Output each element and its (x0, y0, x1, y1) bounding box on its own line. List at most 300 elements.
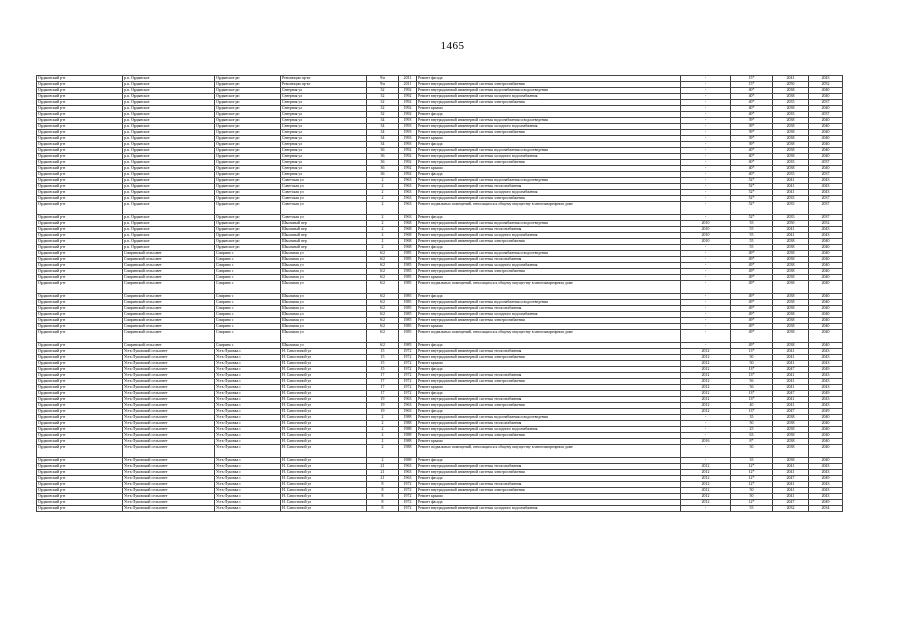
cell-area: - (681, 330, 731, 343)
cell-year_to: 2040 (809, 118, 843, 124)
cell-year_to: 2040 (809, 154, 843, 160)
cell-n: 55 (731, 506, 773, 512)
cell-area: - (681, 190, 731, 196)
cell-district: Орджонский р-н (37, 409, 123, 415)
cell-settlement: р.п. Ордынское (123, 190, 215, 196)
cell-area: 2012 (681, 488, 731, 494)
cell-street: Н. Савостиной ул (281, 397, 367, 403)
cell-n: 13* (731, 373, 773, 379)
cell-year_to: 2043 (809, 361, 843, 367)
cell-settlement: р.п. Ордынское (123, 160, 215, 166)
cell-n: 50 (731, 494, 773, 500)
cell-n: 49* (731, 281, 773, 294)
cell-area: 2012 (681, 373, 731, 379)
cell-settlement: р.п. Ордынское (123, 245, 215, 251)
cell-n: 49* (731, 257, 773, 263)
cell-house: 19 (367, 403, 399, 409)
cell-area: - (681, 166, 731, 172)
cell-locality: Спирино с (215, 306, 281, 312)
cell-area: - (681, 324, 731, 330)
cell-year_from: 2041 (773, 488, 809, 494)
cell-work: Ремонт крыши (417, 275, 681, 281)
cell-year_from: 2035 (773, 196, 809, 202)
cell-settlement: Усть-Луковский сельсовет (123, 367, 215, 373)
cell-year_to: 2040 (809, 239, 843, 245)
cell-locality: Усть-Луковка с (215, 415, 281, 421)
cell-year: 1968 (399, 221, 417, 227)
cell-year_from: 2038 (773, 324, 809, 330)
cell-work: Ремонт внутридомовой инженерной системы теплоснабжения (417, 184, 681, 190)
cell-year: 1992 (399, 100, 417, 106)
cell-year_from: 2041 (773, 76, 809, 82)
cell-year_from: 2047 (773, 391, 809, 397)
cell-year: 1993 (399, 118, 417, 124)
cell-year_to: 2043 (809, 385, 843, 391)
cell-year_from: 2047 (773, 476, 809, 482)
cell-locality: Ордынское рп (215, 202, 281, 215)
cell-area: 2012 (681, 385, 731, 391)
cell-year_from: 2035 (773, 172, 809, 178)
cell-street: Советская ул (281, 196, 367, 202)
cell-district: Орджонский р-н (37, 136, 123, 142)
cell-locality: Ордынское рп (215, 124, 281, 130)
cell-street: Советская ул (281, 190, 367, 196)
cell-area: 2010 (681, 221, 731, 227)
cell-locality: Ордынское рп (215, 148, 281, 154)
cell-year_to: 2040 (809, 269, 843, 275)
cell-year_to: 2040 (809, 312, 843, 318)
cell-house: 36 (367, 166, 399, 172)
cell-year_from: 2035 (773, 160, 809, 166)
cell-work: Ремонт крыши (417, 166, 681, 172)
cell-settlement: р.п. Ордынское (123, 76, 215, 82)
cell-work: Ремонт внутридомовой инженерной системы водоснабжения и водоотведения (417, 178, 681, 184)
cell-area: - (681, 76, 731, 82)
cell-house: 2 (367, 233, 399, 239)
cell-n: 55 (731, 233, 773, 239)
cell-n: 50 (731, 355, 773, 361)
cell-house: 6/2 (367, 300, 399, 306)
cell-settlement: Усть-Луковский сельсовет (123, 445, 215, 458)
cell-locality: Спирино с (215, 251, 281, 257)
cell-locality: Ордынское рп (215, 227, 281, 233)
cell-house: 2 (367, 178, 399, 184)
cell-work: Ремонт внутридомовой инженерной системы электроснабжения (417, 269, 681, 275)
cell-year_to: 2040 (809, 306, 843, 312)
cell-year_from: 2038 (773, 439, 809, 445)
cell-n: 40* (731, 160, 773, 166)
cell-settlement: Усть-Луковский сельсовет (123, 391, 215, 397)
cell-year_from: 2038 (773, 154, 809, 160)
cell-settlement: Усть-Луковский сельсовет (123, 421, 215, 427)
cell-year: 1972 (399, 482, 417, 488)
cell-locality: Спирино с (215, 281, 281, 294)
cell-n: 49* (731, 324, 773, 330)
cell-street: Северная ул (281, 154, 367, 160)
cell-area: - (681, 82, 731, 88)
cell-year_from: 2041 (773, 184, 809, 190)
cell-district: Орджонский р-н (37, 142, 123, 148)
cell-house: 6/2 (367, 324, 399, 330)
cell-year: 1988 (399, 433, 417, 439)
cell-street: Советская ул (281, 215, 367, 221)
cell-house: 2 (367, 445, 399, 458)
cell-street: Н. Савостиной ул (281, 385, 367, 391)
cell-n: 49* (731, 251, 773, 257)
cell-work: Ремонт внутридомовой инженерной системы холодного водоснабжения (417, 124, 681, 130)
cell-area: 2012 (681, 470, 731, 476)
cell-year: 2011 (399, 76, 417, 82)
cell-street: Школьная ул (281, 318, 367, 324)
cell-settlement: Усть-Луковский сельсовет (123, 506, 215, 512)
cell-n: 49* (731, 294, 773, 300)
cell-street: Н. Савостиной ул (281, 349, 367, 355)
cell-locality: Ордынское рп (215, 112, 281, 118)
cell-year_to: 2043 (809, 233, 843, 239)
cell-settlement: Усть-Луковский сельсовет (123, 470, 215, 476)
cell-area: 2012 (681, 500, 731, 506)
cell-street: Школьная ул (281, 300, 367, 306)
cell-locality: Ордынское рп (215, 166, 281, 172)
cell-locality: Ордынское рп (215, 184, 281, 190)
cell-settlement: Усть-Луковский сельсовет (123, 355, 215, 361)
cell-year_to: 2037 (809, 112, 843, 118)
cell-n: 39* (731, 130, 773, 136)
cell-locality: Усть-Луковка с (215, 500, 281, 506)
cell-year_to: 2040 (809, 124, 843, 130)
cell-work: Ремонт фасада (417, 367, 681, 373)
cell-year_from: 2035 (773, 202, 809, 215)
cell-year: 1963 (399, 202, 417, 215)
cell-year: 1985 (399, 257, 417, 263)
cell-year_from: 2035 (773, 100, 809, 106)
cell-street: Н. Савостиной ул (281, 482, 367, 488)
cell-settlement: р.п. Ордынское (123, 154, 215, 160)
cell-work: Ремонт внутридомовой инженерной системы теплоснабжения (417, 464, 681, 470)
cell-area: - (681, 154, 731, 160)
cell-settlement: Усть-Луковский сельсовет (123, 379, 215, 385)
cell-settlement: Усть-Луковский сельсовет (123, 409, 215, 415)
cell-n: 49* (731, 343, 773, 349)
cell-n: 40* (731, 112, 773, 118)
cell-district: Орджонский р-н (37, 306, 123, 312)
cell-settlement: Усть-Луковский сельсовет (123, 439, 215, 445)
cell-house: 6/2 (367, 343, 399, 349)
cell-work: Ремонт внутридомовой инженерной системы холодного водоснабжения (417, 154, 681, 160)
cell-work: Ремонт внутридомовой инженерной системы электроснабжения (417, 130, 681, 136)
cell-year_from: 2050 (773, 82, 809, 88)
cell-n: 52* (731, 215, 773, 221)
cell-street: Школьная ул (281, 263, 367, 269)
cell-year_from: 2038 (773, 124, 809, 130)
cell-street: Северная ул (281, 130, 367, 136)
cell-settlement: Спиринский сельсовет (123, 257, 215, 263)
cell-year_from: 2038 (773, 433, 809, 439)
cell-district: Орджонский р-н (37, 82, 123, 88)
cell-work: Ремонт фасада (417, 142, 681, 148)
cell-street: Н. Савостиной ул (281, 476, 367, 482)
cell-year_to: 2040 (809, 130, 843, 136)
cell-year: 1972 (399, 355, 417, 361)
cell-locality: Ордынское рп (215, 130, 281, 136)
cell-year_to: 2043 (809, 403, 843, 409)
cell-area: - (681, 300, 731, 306)
cell-district: Орджонский р-н (37, 300, 123, 306)
cell-area: 2012 (681, 403, 731, 409)
cell-work: Ремонт внутридомовой инженерной системы теплоснабжения (417, 482, 681, 488)
cell-house: 6/2 (367, 263, 399, 269)
cell-house: 36 (367, 154, 399, 160)
cell-year_to: 2040 (809, 106, 843, 112)
cell-street: Северная ул (281, 88, 367, 94)
cell-year_from: 2038 (773, 445, 809, 458)
cell-year_from: 2041 (773, 464, 809, 470)
cell-house: 2 (367, 427, 399, 433)
cell-locality: Усть-Луковка с (215, 355, 281, 361)
cell-settlement: р.п. Ордынское (123, 118, 215, 124)
cell-settlement: Спиринский сельсовет (123, 312, 215, 318)
cell-house: 6/2 (367, 318, 399, 324)
cell-year_from: 2038 (773, 421, 809, 427)
cell-n: 40* (731, 154, 773, 160)
cell-area: - (681, 318, 731, 324)
cell-area: - (681, 415, 731, 421)
cell-work: Ремонт крыши (417, 361, 681, 367)
cell-year: 1963 (399, 464, 417, 470)
cell-year_to: 2049 (809, 500, 843, 506)
cell-street: Советская ул (281, 184, 367, 190)
cell-area: 2010 (681, 227, 731, 233)
cell-street: Советская ул (281, 202, 367, 215)
cell-area: - (681, 294, 731, 300)
cell-year: 1985 (399, 269, 417, 275)
cell-work: Ремонт подвальных помещений, относящихся к общему имуществу в многоквартирном доме (417, 445, 681, 458)
cell-work: Ремонт внутридомовой инженерной системы водоснабжения и водоотведения (417, 88, 681, 94)
cell-district: Орджонский р-н (37, 294, 123, 300)
cell-area: 2012 (681, 482, 731, 488)
cell-area: - (681, 421, 731, 427)
cell-year: 1988 (399, 445, 417, 458)
cell-area: - (681, 100, 731, 106)
cell-area: - (681, 306, 731, 312)
cell-n: 40* (731, 166, 773, 172)
cell-house: 21 (367, 470, 399, 476)
cell-work: Ремонт подвальных помещений, относящихся к общему имуществу в многоквартирном доме (417, 202, 681, 215)
cell-n: 12* (731, 476, 773, 482)
cell-locality: Усть-Луковка с (215, 403, 281, 409)
cell-district: Орджонский р-н (37, 166, 123, 172)
cell-locality: Усть-Луковка с (215, 373, 281, 379)
cell-year_from: 2038 (773, 118, 809, 124)
cell-locality: Усть-Луковка с (215, 367, 281, 373)
cell-street: Н. Савостиной ул (281, 427, 367, 433)
cell-locality: Усть-Луковка с (215, 494, 281, 500)
cell-house: 15 (367, 367, 399, 373)
cell-locality: Усть-Луковка с (215, 439, 281, 445)
cell-settlement: р.п. Ордынское (123, 166, 215, 172)
cell-area: - (681, 184, 731, 190)
cell-year_from: 2038 (773, 130, 809, 136)
cell-area: - (681, 130, 731, 136)
cell-settlement: р.п. Ордынское (123, 221, 215, 227)
cell-locality: Ордынское рп (215, 106, 281, 112)
cell-locality: Усть-Луковка с (215, 445, 281, 458)
cell-locality: Усть-Луковка с (215, 476, 281, 482)
table-row (37, 202, 843, 215)
cell-work: Ремонт внутридомовой инженерной системы электроснабжения (417, 196, 681, 202)
cell-year_to: 2043 (809, 373, 843, 379)
cell-street: Школьная ул (281, 330, 367, 343)
cell-year: 1963 (399, 184, 417, 190)
cell-year_to: 2037 (809, 196, 843, 202)
cell-district: Орджонский р-н (37, 343, 123, 349)
cell-work: Ремонт крыши (417, 106, 681, 112)
cell-street: Н. Савостиной ул (281, 367, 367, 373)
cell-district: Орджонский р-н (37, 178, 123, 184)
cell-year: 1968 (399, 233, 417, 239)
cell-street: Н. Савостиной ул (281, 494, 367, 500)
cell-district: Орджонский р-н (37, 106, 123, 112)
cell-house: 32 (367, 88, 399, 94)
cell-street: Северная ул (281, 142, 367, 148)
cell-house: 2 (367, 439, 399, 445)
cell-n: 52* (731, 196, 773, 202)
cell-settlement: р.п. Ордынское (123, 227, 215, 233)
cell-year: 1972 (399, 506, 417, 512)
cell-district: Орджонский р-н (37, 221, 123, 227)
cell-year_from: 2038 (773, 251, 809, 257)
cell-house: 2 (367, 415, 399, 421)
cell-locality: Ордынское рп (215, 160, 281, 166)
cell-year: 1988 (399, 458, 417, 464)
cell-settlement: р.п. Ордынское (123, 184, 215, 190)
cell-district: Орджонский р-н (37, 415, 123, 421)
cell-house: 2 (367, 196, 399, 202)
cell-area: - (681, 445, 731, 458)
cell-street: Революции пр-кт (281, 76, 367, 82)
cell-locality: Усть-Луковка с (215, 421, 281, 427)
cell-house: 8 (367, 506, 399, 512)
cell-locality: Усть-Луковка с (215, 397, 281, 403)
cell-year_to: 2052 (809, 82, 843, 88)
cell-locality: Спирино с (215, 300, 281, 306)
cell-year: 1992 (399, 106, 417, 112)
cell-locality: Спирино с (215, 257, 281, 263)
cell-house: 6/2 (367, 275, 399, 281)
cell-year: 1992 (399, 148, 417, 154)
cell-house: 8 (367, 500, 399, 506)
cell-area: - (681, 263, 731, 269)
cell-street: Северная ул (281, 148, 367, 154)
cell-settlement: р.п. Ордынское (123, 82, 215, 88)
cell-year: 1972 (399, 379, 417, 385)
cell-work: Ремонт внутридомовой инженерной системы электроснабжения (417, 239, 681, 245)
cell-year_to: 2040 (809, 263, 843, 269)
cell-n: 40* (731, 106, 773, 112)
cell-year: 1963 (399, 215, 417, 221)
cell-locality: Усть-Луковка с (215, 391, 281, 397)
cell-n: 52* (731, 178, 773, 184)
cell-work: Ремонт внутридомовой инженерной системы электроснабжения (417, 160, 681, 166)
cell-district: Орджонский р-н (37, 500, 123, 506)
cell-n: 13* (731, 409, 773, 415)
cell-area: 2012 (681, 494, 731, 500)
cell-area: - (681, 312, 731, 318)
cell-n: 49* (731, 263, 773, 269)
cell-year_from: 2041 (773, 397, 809, 403)
cell-n: 40 (731, 403, 773, 409)
cell-street: Н. Савостиной ул (281, 355, 367, 361)
cell-street: Н. Савостиной ул (281, 409, 367, 415)
cell-district: Орджонский р-н (37, 427, 123, 433)
cell-area: - (681, 106, 731, 112)
cell-year_from: 2041 (773, 470, 809, 476)
cell-work: Ремонт внутридомовой инженерной системы водоснабжения и водоотведения (417, 415, 681, 421)
cell-work: Ремонт внутридомовой инженерной системы холодного водоснабжения (417, 506, 681, 512)
cell-year: 1963 (399, 476, 417, 482)
cell-district: Орджонский р-н (37, 88, 123, 94)
cell-street: Северная ул (281, 124, 367, 130)
cell-district: Орджонский р-н (37, 124, 123, 130)
cell-locality: Усть-Луковка с (215, 433, 281, 439)
cell-locality: Спирино с (215, 269, 281, 275)
cell-settlement: Спиринский сельсовет (123, 343, 215, 349)
cell-house: 17 (367, 391, 399, 397)
cell-area: 2016 (681, 439, 731, 445)
cell-work: Ремонт внутридомовой инженерной системы теплоснабжения (417, 306, 681, 312)
cell-year_from: 2041 (773, 190, 809, 196)
cell-n: 63 (731, 433, 773, 439)
cell-area: 2012 (681, 476, 731, 482)
cell-house: 2 (367, 190, 399, 196)
cell-district: Орджонский р-н (37, 324, 123, 330)
cell-street: Н. Савостиной ул (281, 391, 367, 397)
cell-house: 34 (367, 118, 399, 124)
cell-area: - (681, 245, 731, 251)
cell-locality: Ордынское рп (215, 154, 281, 160)
cell-settlement: р.п. Ордынское (123, 100, 215, 106)
cell-year_to: 2040 (809, 415, 843, 421)
cell-district: Орджонский р-н (37, 385, 123, 391)
cell-n: 49* (731, 300, 773, 306)
cell-district: Орджонский р-н (37, 172, 123, 178)
cell-district: Орджонский р-н (37, 488, 123, 494)
cell-year_from: 2038 (773, 415, 809, 421)
cell-year_from: 2041 (773, 233, 809, 239)
cell-house: 2 (367, 433, 399, 439)
cell-house: 8 (367, 494, 399, 500)
cell-year_from: 2041 (773, 385, 809, 391)
cell-n: 25 (731, 427, 773, 433)
cell-year_from: 2041 (773, 373, 809, 379)
cell-year_from: 2047 (773, 500, 809, 506)
cell-locality: Ордынское рп (215, 136, 281, 142)
cell-area: - (681, 458, 731, 464)
cell-street: Н. Савостиной ул (281, 361, 367, 367)
cell-year_from: 2038 (773, 94, 809, 100)
cell-locality: Усть-Луковка с (215, 488, 281, 494)
cell-work: Ремонт внутридомовой инженерной системы электроснабжения (417, 488, 681, 494)
cell-year_to: 2049 (809, 476, 843, 482)
cell-settlement: Усть-Луковский сельсовет (123, 385, 215, 391)
cell-locality: Ордынское рп (215, 233, 281, 239)
cell-year_from: 2035 (773, 215, 809, 221)
cell-area: - (681, 269, 731, 275)
cell-work: Ремонт фасада (417, 500, 681, 506)
cell-house: 19 (367, 397, 399, 403)
cell-house: 36 (367, 160, 399, 166)
cell-year_to: 2043 (809, 184, 843, 190)
